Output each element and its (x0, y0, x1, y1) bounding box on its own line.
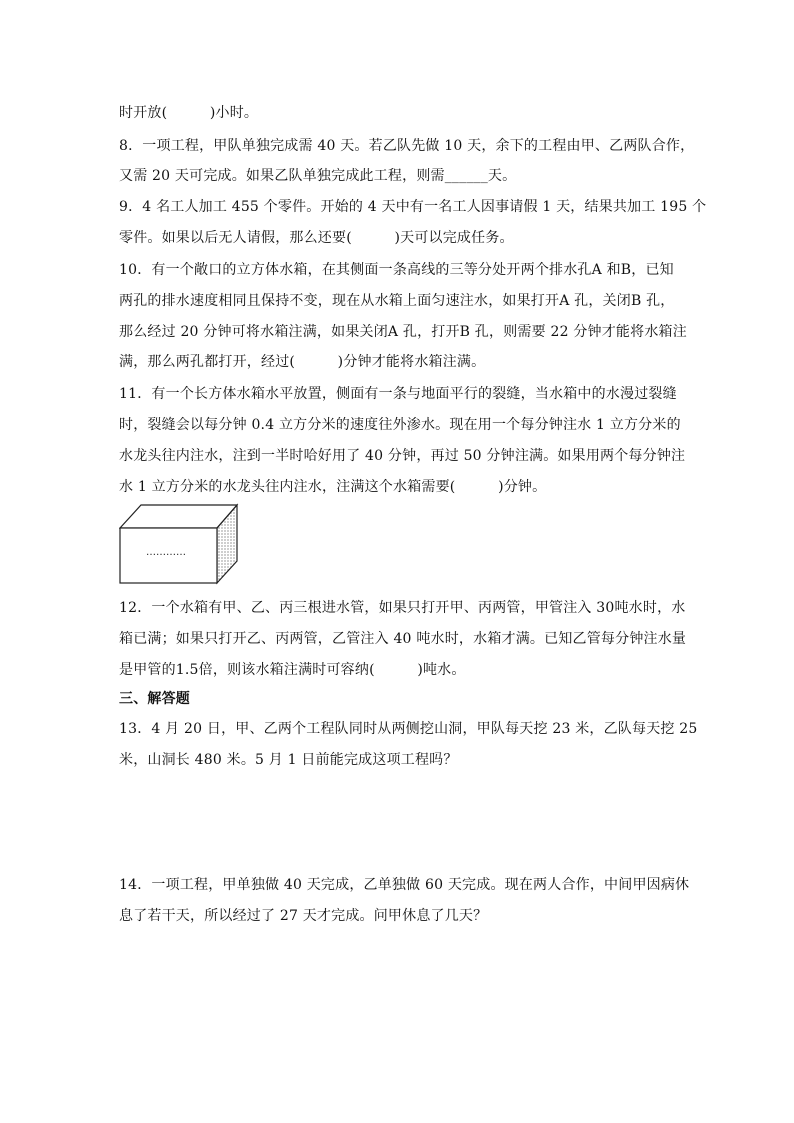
q11-line-4: 水 1 立方分米的水龙头往内注水，注满这个水箱需要( )分钟。 (119, 479, 547, 495)
q10-line-3: 那么经过 20 分钟可将水箱注满，如果关闭A 孔，打开B 孔，则需要 22 分钟才能将水箱注 (119, 324, 687, 340)
q12-line-3: 是甲管的1.5倍，则该水箱注满时可容纳( )吨水。 (119, 662, 466, 678)
section-heading: 三、解答题 (119, 691, 190, 707)
q10-line-2: 两孔的排水速度相同且保持不变，现在从水箱上面匀速注水，如果打开A 孔，关闭B 孔， (119, 293, 675, 309)
q14-line-1: 14．一项工程，甲单独做 40 天完成，乙单独做 60 天完成。现在两人合作，中间甲因病休 (119, 877, 690, 893)
q14-line-2: 息了若干天，所以经过了 27 天才完成。问甲休息了几天？ (119, 908, 488, 924)
q9-line-2: 零件。如果以后无人请假，那么还要( )天可以完成任务。 (119, 230, 514, 246)
water-tank-figure (119, 503, 239, 585)
q11-line-2: 时，裂缝会以每分钟 0.4 立方分米的速度往外渗水。现在用一个每分钟注水 1 立方分米的 (119, 417, 681, 433)
q13-line-2: 米，山洞长 480 米。5 月 1 日前能完成这项工程吗？ (119, 752, 458, 768)
q11-line-3: 水龙头往内注水，注到一半时哈好用了 40 分钟，再过 50 分钟注满。如果用两个每分钟注 (119, 448, 686, 464)
crack-line: ………… (146, 547, 186, 558)
tank-diagram (119, 503, 239, 585)
q12-line-1: 12．一个水箱有甲、乙、丙三根进水管，如果只打开甲、丙两管，甲管注入 30吨水时，水 (119, 600, 686, 616)
q11-line-1: 11．有一个长方体水箱水平放置，侧面有一条与地面平行的裂缝，当水箱中的水漫过裂缝 (119, 386, 677, 402)
q13-line-1: 13．4 月 20 日，甲、乙两个工程队同时从两侧挖山洞，甲队每天挖 23 米，乙队每天挖 25 (119, 721, 698, 737)
q10-line-1: 10．有一个敞口的立方体水箱，在其侧面一条高线的三等分处开两个排水孔A 和B，已知 (119, 262, 674, 278)
q8-line-1: 8．一项工程，甲队单独完成需 40 天。若乙队先做 10 天，余下的工程由甲、乙两队合作， (119, 138, 695, 154)
q8-line-2: 又需 20 天可完成。如果乙队单独完成此工程，则需______天。 (119, 168, 517, 184)
q12-line-2: 箱已满；如果只打开乙、丙两管，乙管注入 40 吨水时，水箱才满。已知乙管每分钟注水量 (119, 631, 687, 647)
q10-line-4: 满，那么两孔都打开，经过( )分钟才能将水箱注满。 (119, 354, 486, 370)
q9-line-1: 9．4 名工人加工 455 个零件。开始的 4 天中有一名工人因事请假 1 天，结果共加工 195 个 (119, 199, 707, 215)
q7-tail: 时开放( )小时。 (119, 105, 259, 121)
